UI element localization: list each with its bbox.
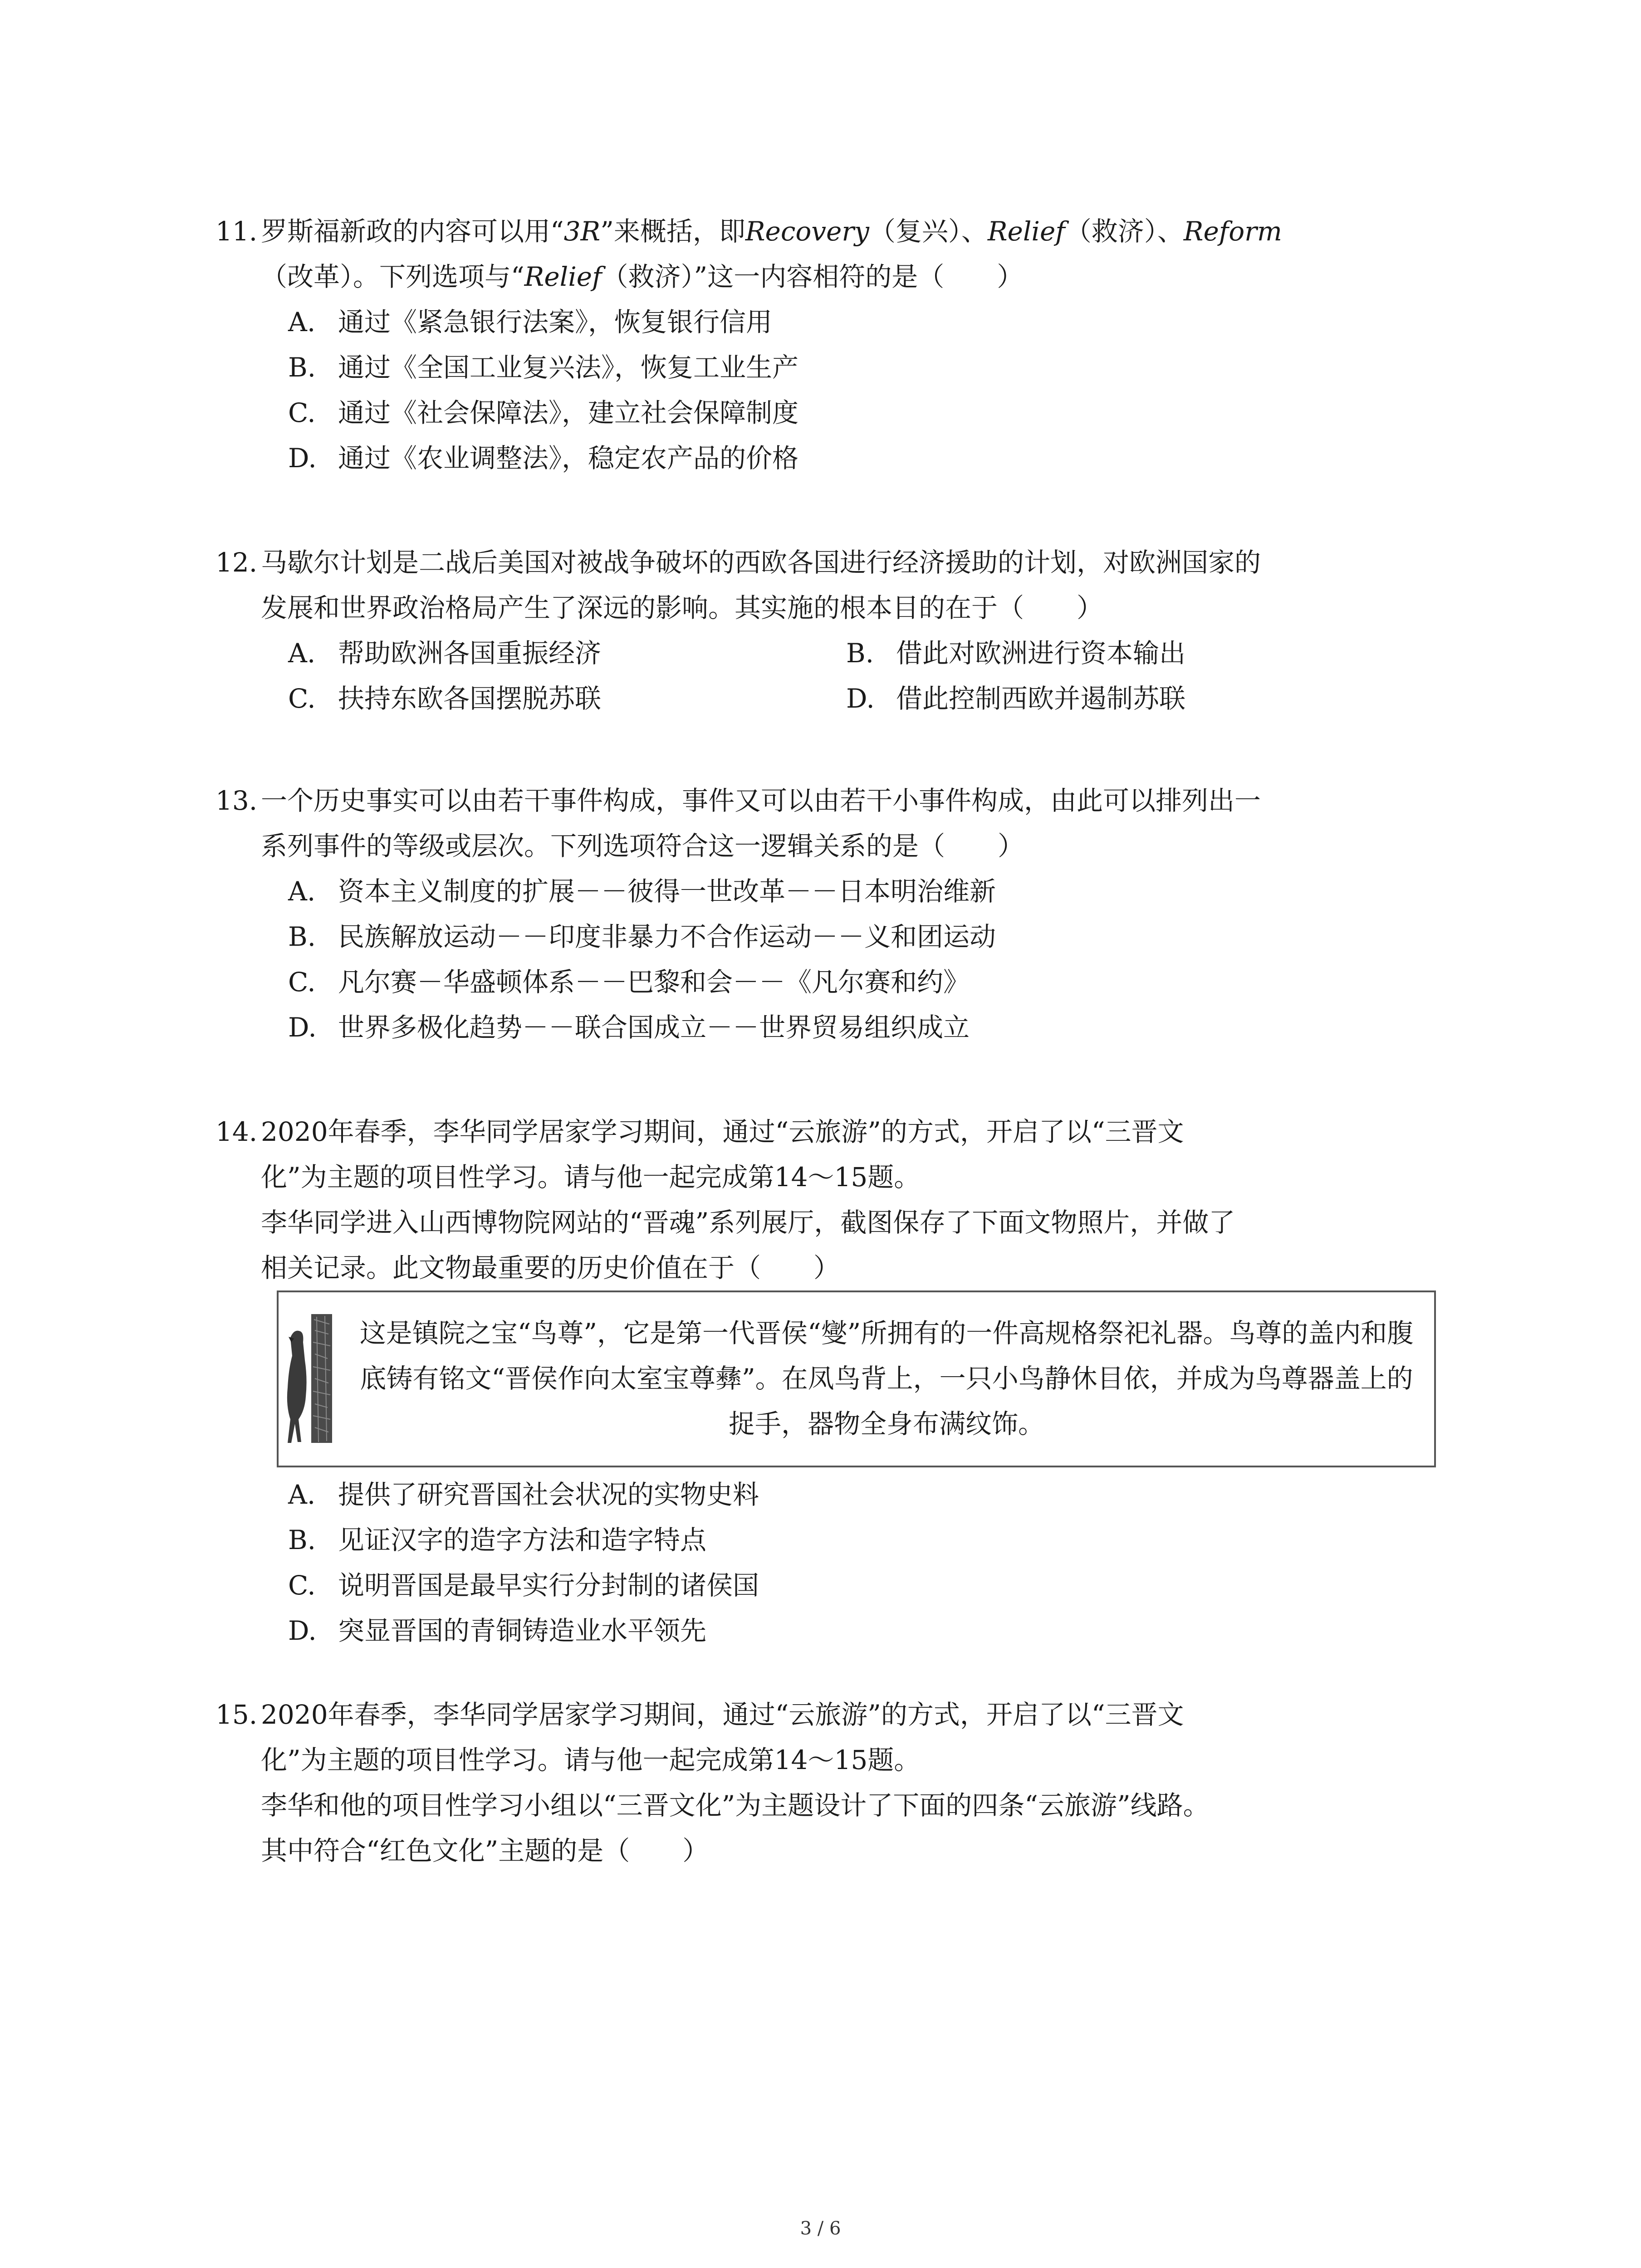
- option-b[interactable]: B. 民族解放运动－－印度非暴力不合作运动－－义和团运动: [288, 921, 996, 952]
- question-14-options: [216, 1472, 1450, 1653]
- paragraph-line: 李华和他的项目性学习小组以“三晋文化”为主题设计了下面的四条“云旅游”线路。: [261, 1790, 1210, 1821]
- option-c[interactable]: C. 说明晋国是最早实行分封制的诸侯国: [288, 1570, 759, 1601]
- question-number: 12.: [216, 547, 258, 578]
- paragraph-line: 相关记录。此文物最重要的历史价值在于（ ）: [261, 1252, 840, 1283]
- question-stem: [216, 778, 1450, 869]
- question-paragraph: [216, 1783, 1450, 1873]
- option-b[interactable]: B. 通过《全国工业复兴法》，恢复工业生产: [288, 352, 799, 383]
- artifact-description: 这是镇院之宝“鸟尊”，它是第一代晋侯“燮”所拥有的一件高规格祭祀礼器。鸟尊的盖内和腹底铸有铭文“晋侯作向太室宝尊彝”。在凤鸟背上，一只小鸟静休目依，并成为鸟尊器盖上的捉手，器物全身布满纹饰。: [359, 1318, 1414, 1439]
- question-11: [216, 209, 1450, 481]
- question-stem: [216, 209, 1450, 299]
- stem-line: （改革）。下列选项与“Relief（救济）”这一内容相符的是（ ）: [261, 261, 1024, 292]
- option-b[interactable]: B. 见证汉字的造字方法和造字特点: [288, 1525, 707, 1555]
- option-d[interactable]: D. 通过《农业调整法》，稳定农产品的价格: [288, 443, 799, 474]
- stem-line: 化”为主题的项目性学习。请与他一起完成第14～15题。: [261, 1162, 921, 1193]
- question-14: [216, 1109, 1450, 1290]
- stem-line: 系列事件的等级或层次。下列选项符合这一逻辑关系的是（ ）: [261, 831, 1024, 861]
- question-stem: [216, 540, 1450, 631]
- stem-line: 罗斯福新政的内容可以用“3R”来概括，即Recovery（复兴）、Relief（救济）、Reform: [261, 216, 1282, 247]
- question-number: 14.: [216, 1116, 258, 1147]
- question-12: [216, 540, 1450, 721]
- stem-line: 一个历史事实可以由若干事件构成，事件又可以由若干小事件构成，由此可以排列出一: [261, 785, 1261, 816]
- question-number: 15.: [216, 1699, 258, 1730]
- option-a[interactable]: A. 通过《紧急银行法案》，恢复银行信用: [288, 307, 773, 337]
- question-stem: [216, 1692, 1450, 1783]
- stem-line: 马歇尔计划是二战后美国对被战争破坏的西欧各国进行经济援助的计划，对欧洲国家的: [261, 547, 1261, 578]
- question-13: [216, 778, 1450, 1050]
- stem-line: 化”为主题的项目性学习。请与他一起完成第14～15题。: [261, 1745, 921, 1775]
- option-a[interactable]: A. 资本主义制度的扩展－－彼得一世改革－－日本明治维新: [288, 876, 996, 907]
- option-row: C. 扶持东欧各国摆脱苏联 D. 借此控制西欧并遏制苏联: [288, 683, 1186, 714]
- stem-line: 发展和世界政治格局产生了深远的影响。其实施的根本目的在于（ ）: [261, 592, 1103, 623]
- option-c[interactable]: C. 通过《社会保障法》，建立社会保障制度: [288, 397, 799, 428]
- artifact-info-box: [277, 1290, 1436, 1467]
- option-d[interactable]: D. 世界多极化趋势－－联合国成立－－世界贸易组织成立: [288, 1012, 970, 1043]
- paragraph-line: 其中符合“红色文化”主题的是（ ）: [261, 1835, 709, 1866]
- question-number: 13.: [216, 785, 258, 816]
- question-15: [216, 1692, 1450, 1873]
- option-row: A. 帮助欧洲各国重振经济 B. 借此对欧洲进行资本输出: [288, 638, 1186, 669]
- question-number: 11.: [216, 216, 258, 247]
- option-a[interactable]: A. 提供了研究晋国社会状况的实物史料: [288, 1479, 759, 1510]
- question-stem: [216, 1109, 1450, 1200]
- option-c[interactable]: C. 凡尔赛－华盛顿体系－－巴黎和会－－《凡尔赛和约》: [288, 967, 970, 997]
- stem-line: 2020年春季，李华同学居家学习期间，通过“云旅游”的方式，开启了以“三晋文: [261, 1116, 1184, 1147]
- stem-line: 2020年春季，李华同学居家学习期间，通过“云旅游”的方式，开启了以“三晋文: [261, 1699, 1184, 1730]
- question-paragraph: [216, 1200, 1450, 1290]
- bird-zun-artifact-image: [285, 1310, 335, 1447]
- option-d[interactable]: D. 突显晋国的青铜铸造业水平领先: [288, 1615, 707, 1646]
- paragraph-line: 李华同学进入山西博物院网站的“晋魂”系列展厅，截图保存了下面文物照片，并做了: [261, 1207, 1235, 1238]
- page-indicator: 3 / 6: [800, 2218, 841, 2239]
